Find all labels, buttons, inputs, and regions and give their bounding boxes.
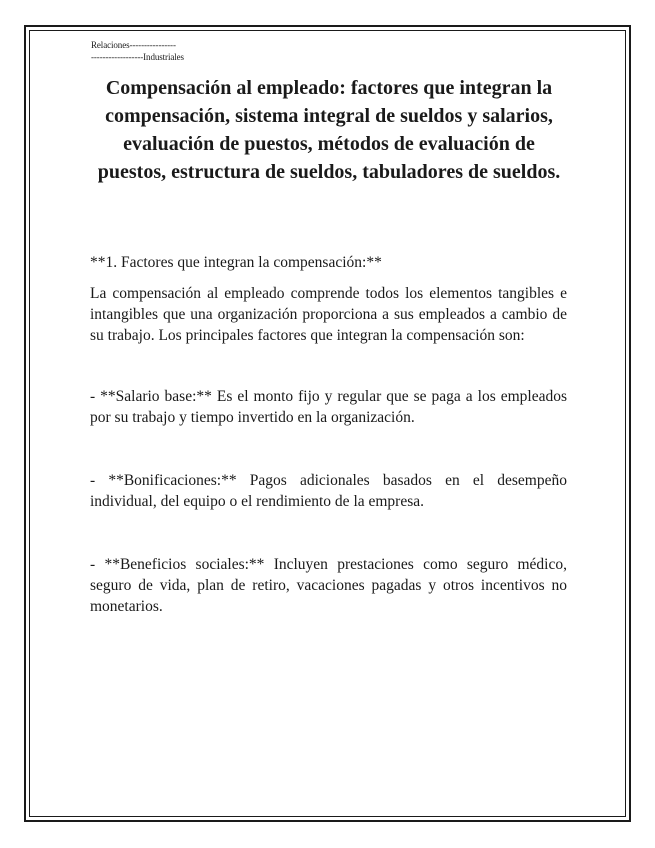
page-title: Compensación al empleado: factores que integran la compensación, sistema integral de sueldos y salarios, evaluación de puestos, métodos de evaluación de puestos, estructura de sueldos, tabuladores de sueldos.: [97, 77, 561, 183]
running-header-line-2: ------------------Industriales: [91, 52, 184, 62]
document-body: [90, 252, 567, 659]
list-item-salario-base: - **Salario base:** Es el monto fijo y regular que se paga a los empleados por su trabajo y tiempo invertido en la organización.: [90, 388, 567, 426]
intro-paragraph: La compensación al empleado comprende todos los elementos tangibles e intangibles que una organización proporciona a sus empleados a cambio de su trabajo. Los principales factores que integran la compensación son:: [90, 285, 567, 344]
section-heading: **1. Factores que integran la compensación:**: [90, 254, 382, 271]
running-header: [91, 39, 184, 63]
list-item-bonificaciones: - **Bonificaciones:** Pagos adicionales basados en el desempeño individual, del equipo o el rendimiento de la empresa.: [90, 472, 567, 510]
running-header-line-1: Relaciones----------------: [91, 40, 176, 50]
list-item-beneficios-sociales: - **Beneficios sociales:** Incluyen prestaciones como seguro médico, seguro de vida, plan de retiro, vacaciones pagadas y otros incentivos no monetarios.: [90, 556, 567, 615]
